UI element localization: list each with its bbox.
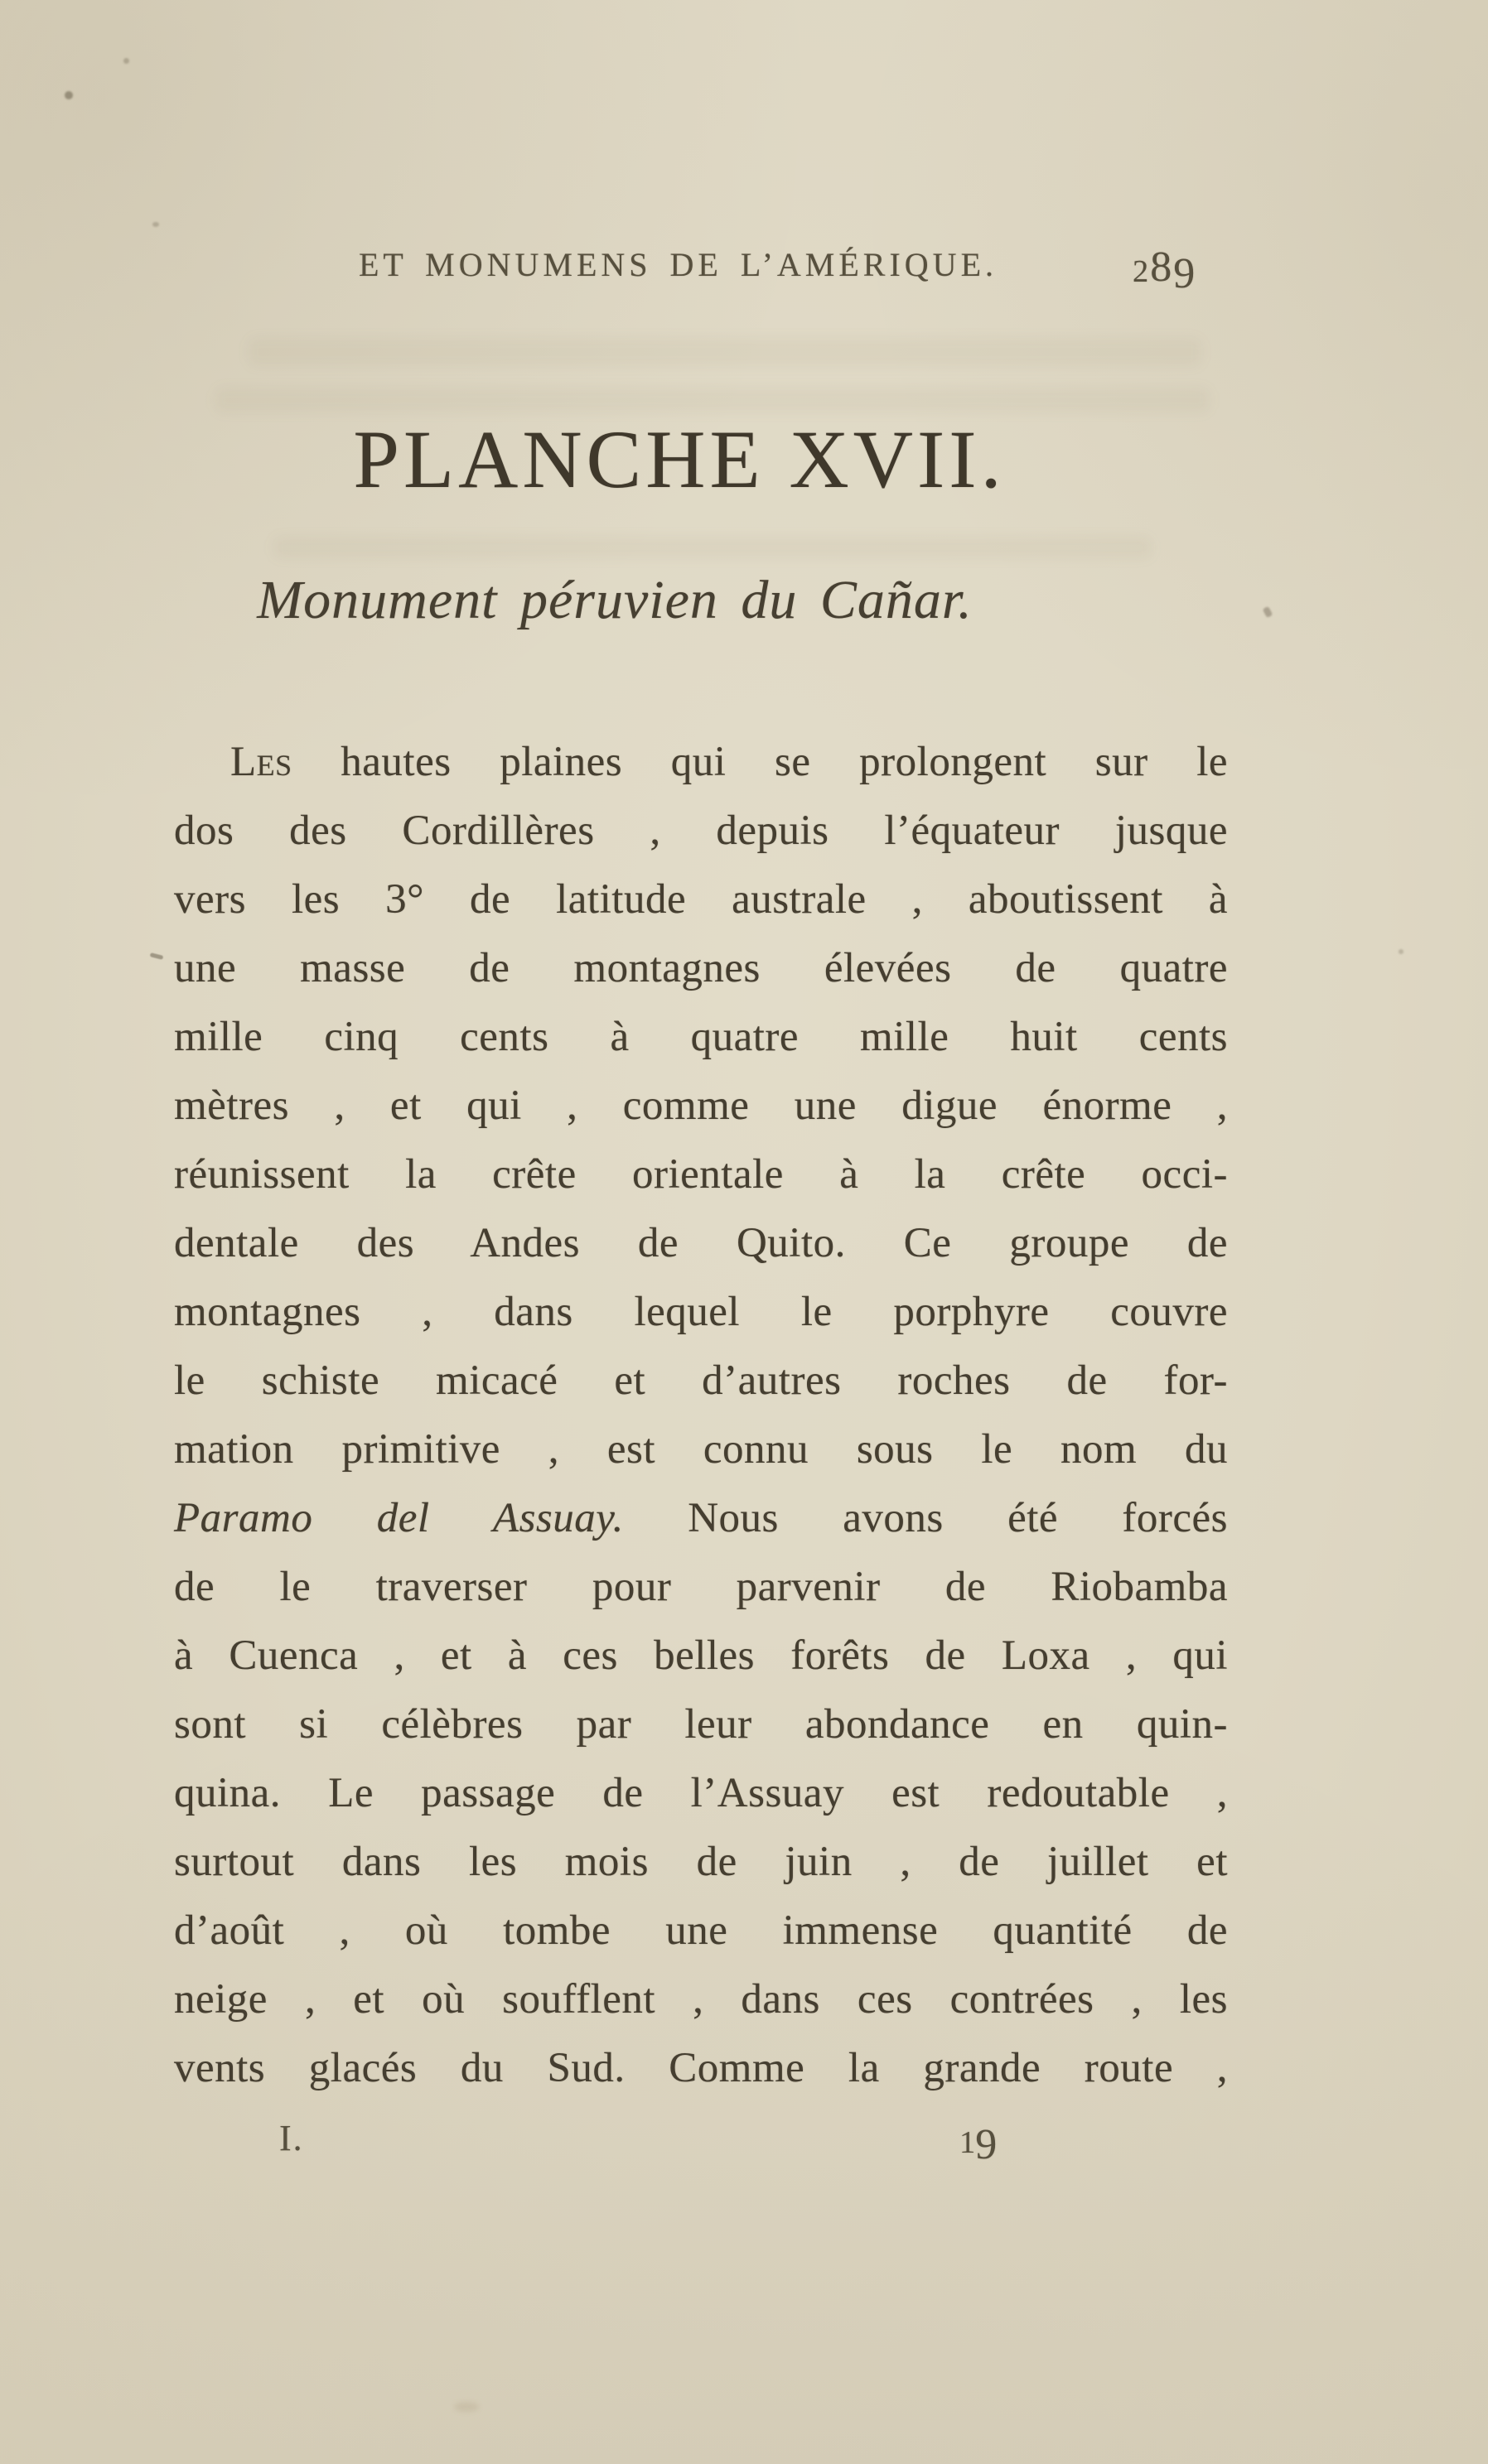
body-text-segment: Les	[230, 739, 292, 785]
body-text-segment: vers les 3° de latitude australe , aboutissent à	[174, 876, 1228, 923]
body-text-segment: surtout dans les mois de juin , de juillet et	[174, 1839, 1228, 1885]
body-line	[174, 1553, 1228, 1622]
body-line	[174, 1278, 1228, 1347]
paper-speck	[152, 222, 159, 227]
paper-speck	[150, 952, 164, 960]
running-title: ET MONUMENS DE L’AMÉRIQUE.	[359, 246, 998, 283]
body-text-segment: quina. Le passage de l’Assuay est redoutable ,	[174, 1770, 1228, 1816]
body-line	[174, 934, 1228, 1003]
body-line	[174, 1759, 1228, 1828]
body-text-segment: une masse de montagnes élevées de quatre	[174, 945, 1228, 991]
body-text-segment: neige , et où soufflent , dans ces contrées , les	[174, 1976, 1228, 2023]
body-line	[174, 797, 1228, 866]
body-line	[174, 1003, 1228, 1072]
body-line	[174, 1622, 1228, 1690]
bleedthrough-mark	[249, 338, 1201, 366]
page-number	[1133, 243, 1197, 297]
oldstyle-digit: 1	[959, 2125, 976, 2160]
body-line	[174, 1140, 1228, 1209]
paper-speck	[1263, 606, 1273, 618]
body-text-segment: Paramo del Assuay.	[174, 1495, 624, 1541]
body-text-segment: dentale des Andes de Quito. Ce groupe de	[174, 1220, 1228, 1266]
body-line	[174, 2034, 1228, 2103]
body-text-segment: sont si célèbres par leur abondance en quin-	[174, 1701, 1228, 1748]
paper-speck	[454, 2402, 479, 2412]
body-text-segment: le schiste micacé et d’autres roches de for-	[174, 1357, 1228, 1404]
body-text-segment: hautes plaines qui se prolongent sur le	[292, 739, 1228, 785]
oldstyle-digit: 2	[1133, 254, 1151, 289]
body-line	[174, 1690, 1228, 1759]
plate-subtitle: Monument péruvien du Cañar.	[257, 570, 973, 630]
body-text-segment: vents glacés du Sud. Comme la grande route ,	[174, 2045, 1228, 2091]
oldstyle-digit: 9	[1173, 249, 1197, 297]
paper-speck	[1399, 949, 1403, 954]
body-line	[174, 866, 1228, 934]
body-line	[174, 1209, 1228, 1278]
body-text-segment: d’août , où tombe une immense quantité de	[174, 1907, 1228, 1954]
bleedthrough-mark	[273, 537, 1152, 558]
body-line	[174, 1072, 1228, 1140]
body-text-segment: réunissent la crête orientale à la crête occi-	[174, 1151, 1228, 1198]
body-text-segment: mille cinq cents à quatre mille huit cents	[174, 1014, 1228, 1060]
body-text-segment: mation primitive , est connu sous le nom du	[174, 1426, 1228, 1473]
body-text-segment: Nous avons été forcés	[623, 1495, 1228, 1541]
body-line	[174, 1415, 1228, 1484]
paper-speck	[65, 91, 73, 99]
body-text	[174, 728, 1228, 2103]
body-line	[174, 1347, 1228, 1415]
body-line	[174, 1965, 1228, 2034]
oldstyle-digit: 8	[1150, 243, 1174, 291]
volume-signature: I.	[279, 2118, 304, 2158]
paper-speck	[123, 58, 129, 64]
bleedthrough-mark	[215, 388, 1210, 412]
body-line	[174, 728, 1228, 797]
plate-title: PLANCHE XVII.	[353, 413, 1006, 505]
body-text-segment: à Cuenca , et à ces belles forêts de Loxa , qui	[174, 1632, 1228, 1679]
body-text-segment: de le traverser pour parvenir de Riobamba	[174, 1564, 1228, 1610]
body-line	[174, 1484, 1228, 1553]
body-line	[174, 1828, 1228, 1897]
body-text-segment: montagnes , dans lequel le porphyre couvre	[174, 1289, 1228, 1335]
sheet-signature	[959, 2114, 998, 2168]
body-line	[174, 1897, 1228, 1965]
body-text-segment: mètres , et qui , comme une digue énorme ,	[174, 1083, 1228, 1129]
oldstyle-digit: 9	[975, 2120, 998, 2168]
body-text-segment: dos des Cordillères , depuis l’équateur jusque	[174, 808, 1228, 854]
